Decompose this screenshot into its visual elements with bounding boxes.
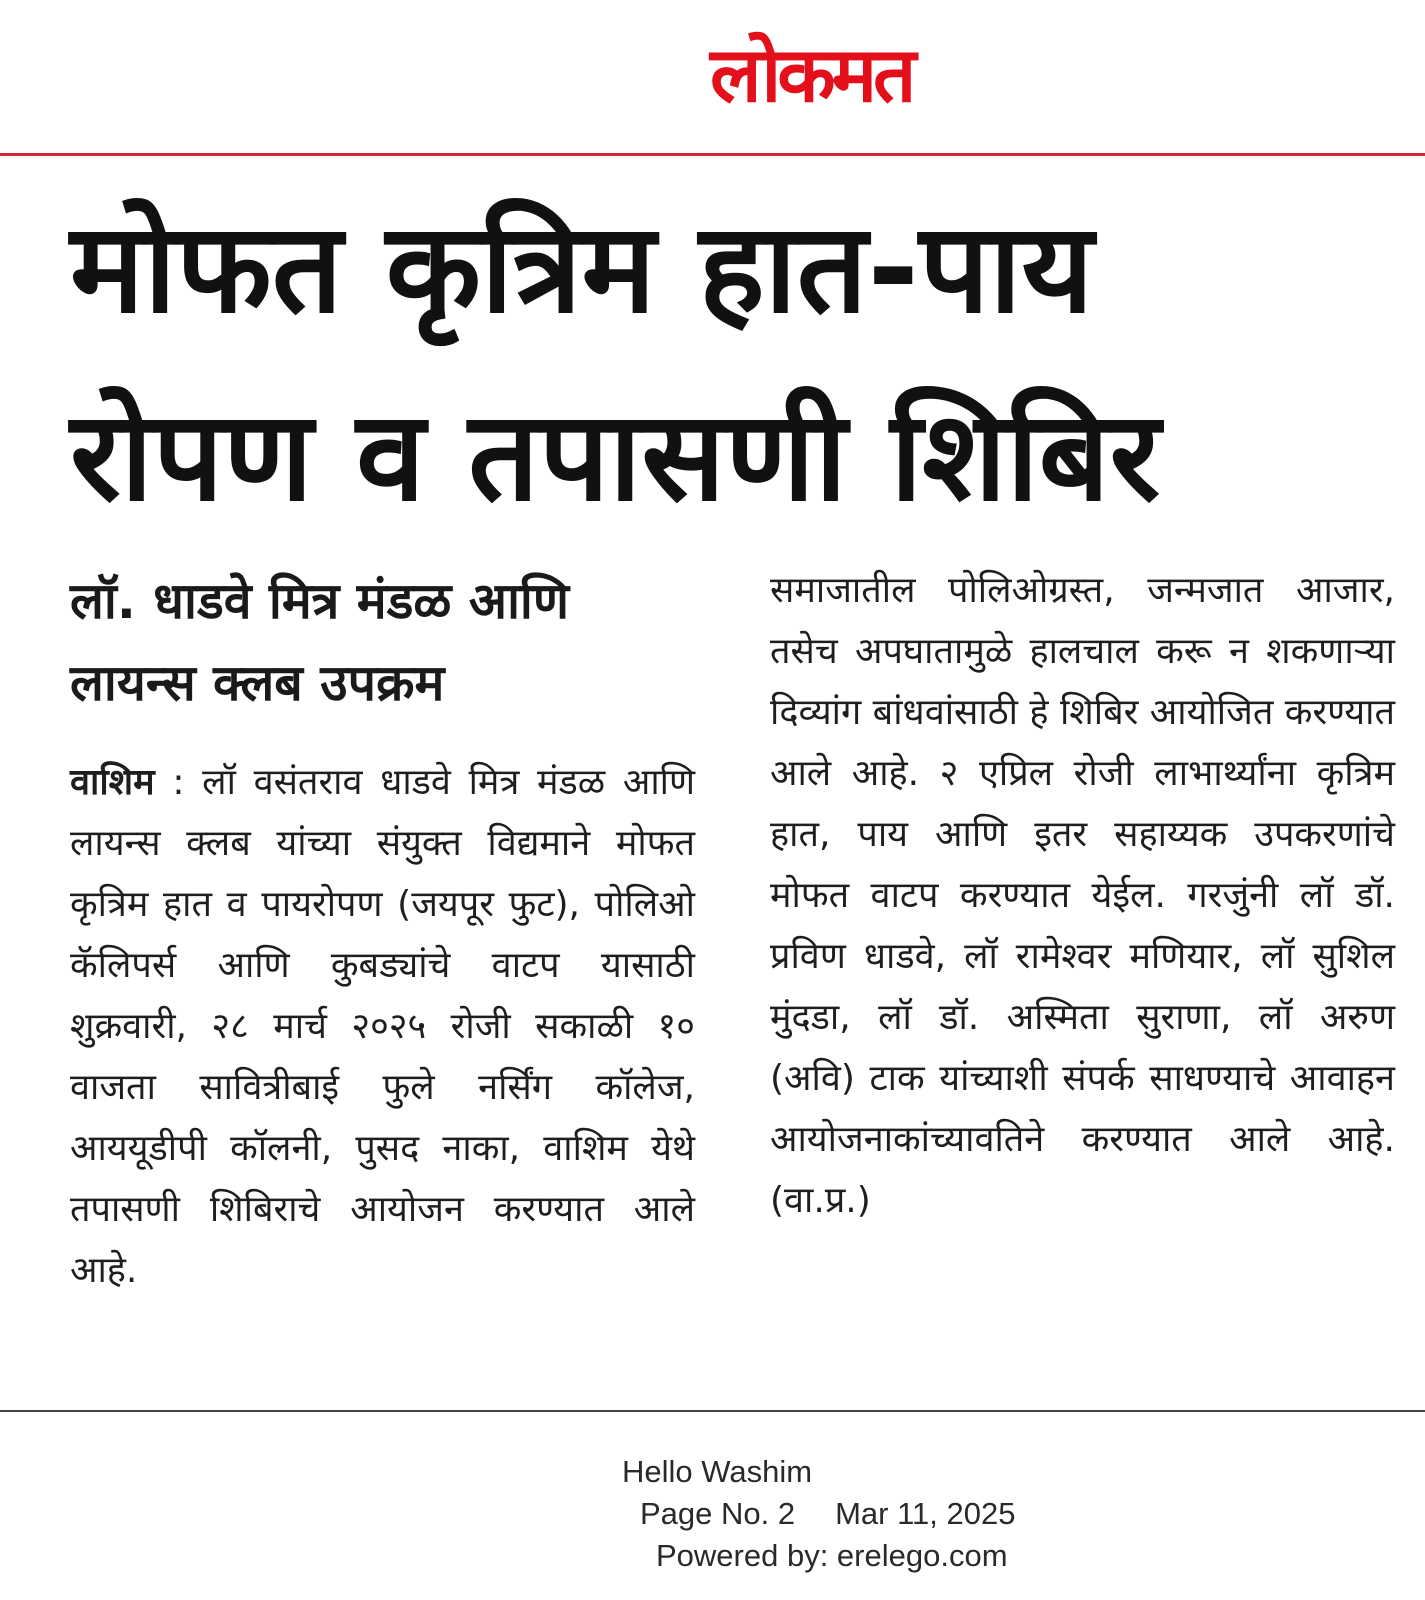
subhead-line-1: लॉ. धाडवे मित्र मंडळ आणि — [70, 572, 570, 630]
dateline: वाशिम — [70, 762, 155, 803]
subhead-line-2: लायन्स क्लब उपक्रम — [70, 654, 445, 712]
footer-powered-by: Powered by: erelego.com — [656, 1538, 1008, 1573]
bottom-divider — [0, 1410, 1425, 1412]
article-headline — [70, 175, 1380, 551]
body-left-text: : लॉ वसंतराव धाडवे मित्र मंडळ आणि लायन्स क्लब यांच्या संयुक्त विद्यमाने मोफत कृत्रिम हात व पायरोपण (जयपूर फुट), पोलिओ कॅलिपर्स आणि कुबड्यांचे वाटप यासाठी शुक्रवारी, २८ मार्च २०२५ रोजी सकाळी १० वाजता सावित्रीबाई फुले नर्सिंग कॉलेज, आययूडीपी कॉलनी, पुसद नाका, वाशिम येथे तपासणी शिबिराचे आयोजन करण्यात आले आहे. — [70, 762, 695, 1291]
footer-edition: Hello Washim — [622, 1454, 813, 1489]
headline-line-1: मोफत कृत्रिम हात-पाय — [70, 197, 1094, 341]
article-column-right — [770, 560, 1395, 1231]
masthead — [0, 30, 1425, 120]
article-body-left — [70, 752, 695, 1301]
headline-line-2: रोपण व तपासणी शिबिर — [70, 385, 1161, 529]
article-body-right: समाजातील पोलिओग्रस्त, जन्मजात आजार, तसेच अपघातामुळे हालचाल करू न शकणाऱ्या दिव्यांग बांधवांसाठी हे शिबिर आयोजित करण्यात आले आहे. २ एप्रिल रोजी लाभार्थ्यांना कृत्रिम हात, पाय आणि इतर सहाय्यक उपकरणांचे मोफत वाटप करण्यात येईल. गरजुंनी लॉ डॉ. प्रविण धाडवे, लॉ रामेश्वर मणियार, लॉ सुशिल मुंदडा, लॉ डॉ. अस्मिता सुराणा, लॉ अरुण (अवि) टाक यांच्याशी संपर्क साधण्याचे आवाहन आयोजनाकांच्यावतिने करण्यात आले आहे. (वा.प्र.) — [770, 570, 1395, 1221]
article-subhead — [70, 560, 695, 724]
newspaper-logo: लोकमत — [710, 30, 913, 119]
article-column-left — [70, 560, 695, 1301]
footer-page-info — [640, 1494, 1015, 1534]
footer-page-no: Page No. 2 — [640, 1496, 796, 1531]
top-divider — [0, 153, 1425, 156]
footer-date: Mar 11, 2025 — [835, 1496, 1016, 1531]
